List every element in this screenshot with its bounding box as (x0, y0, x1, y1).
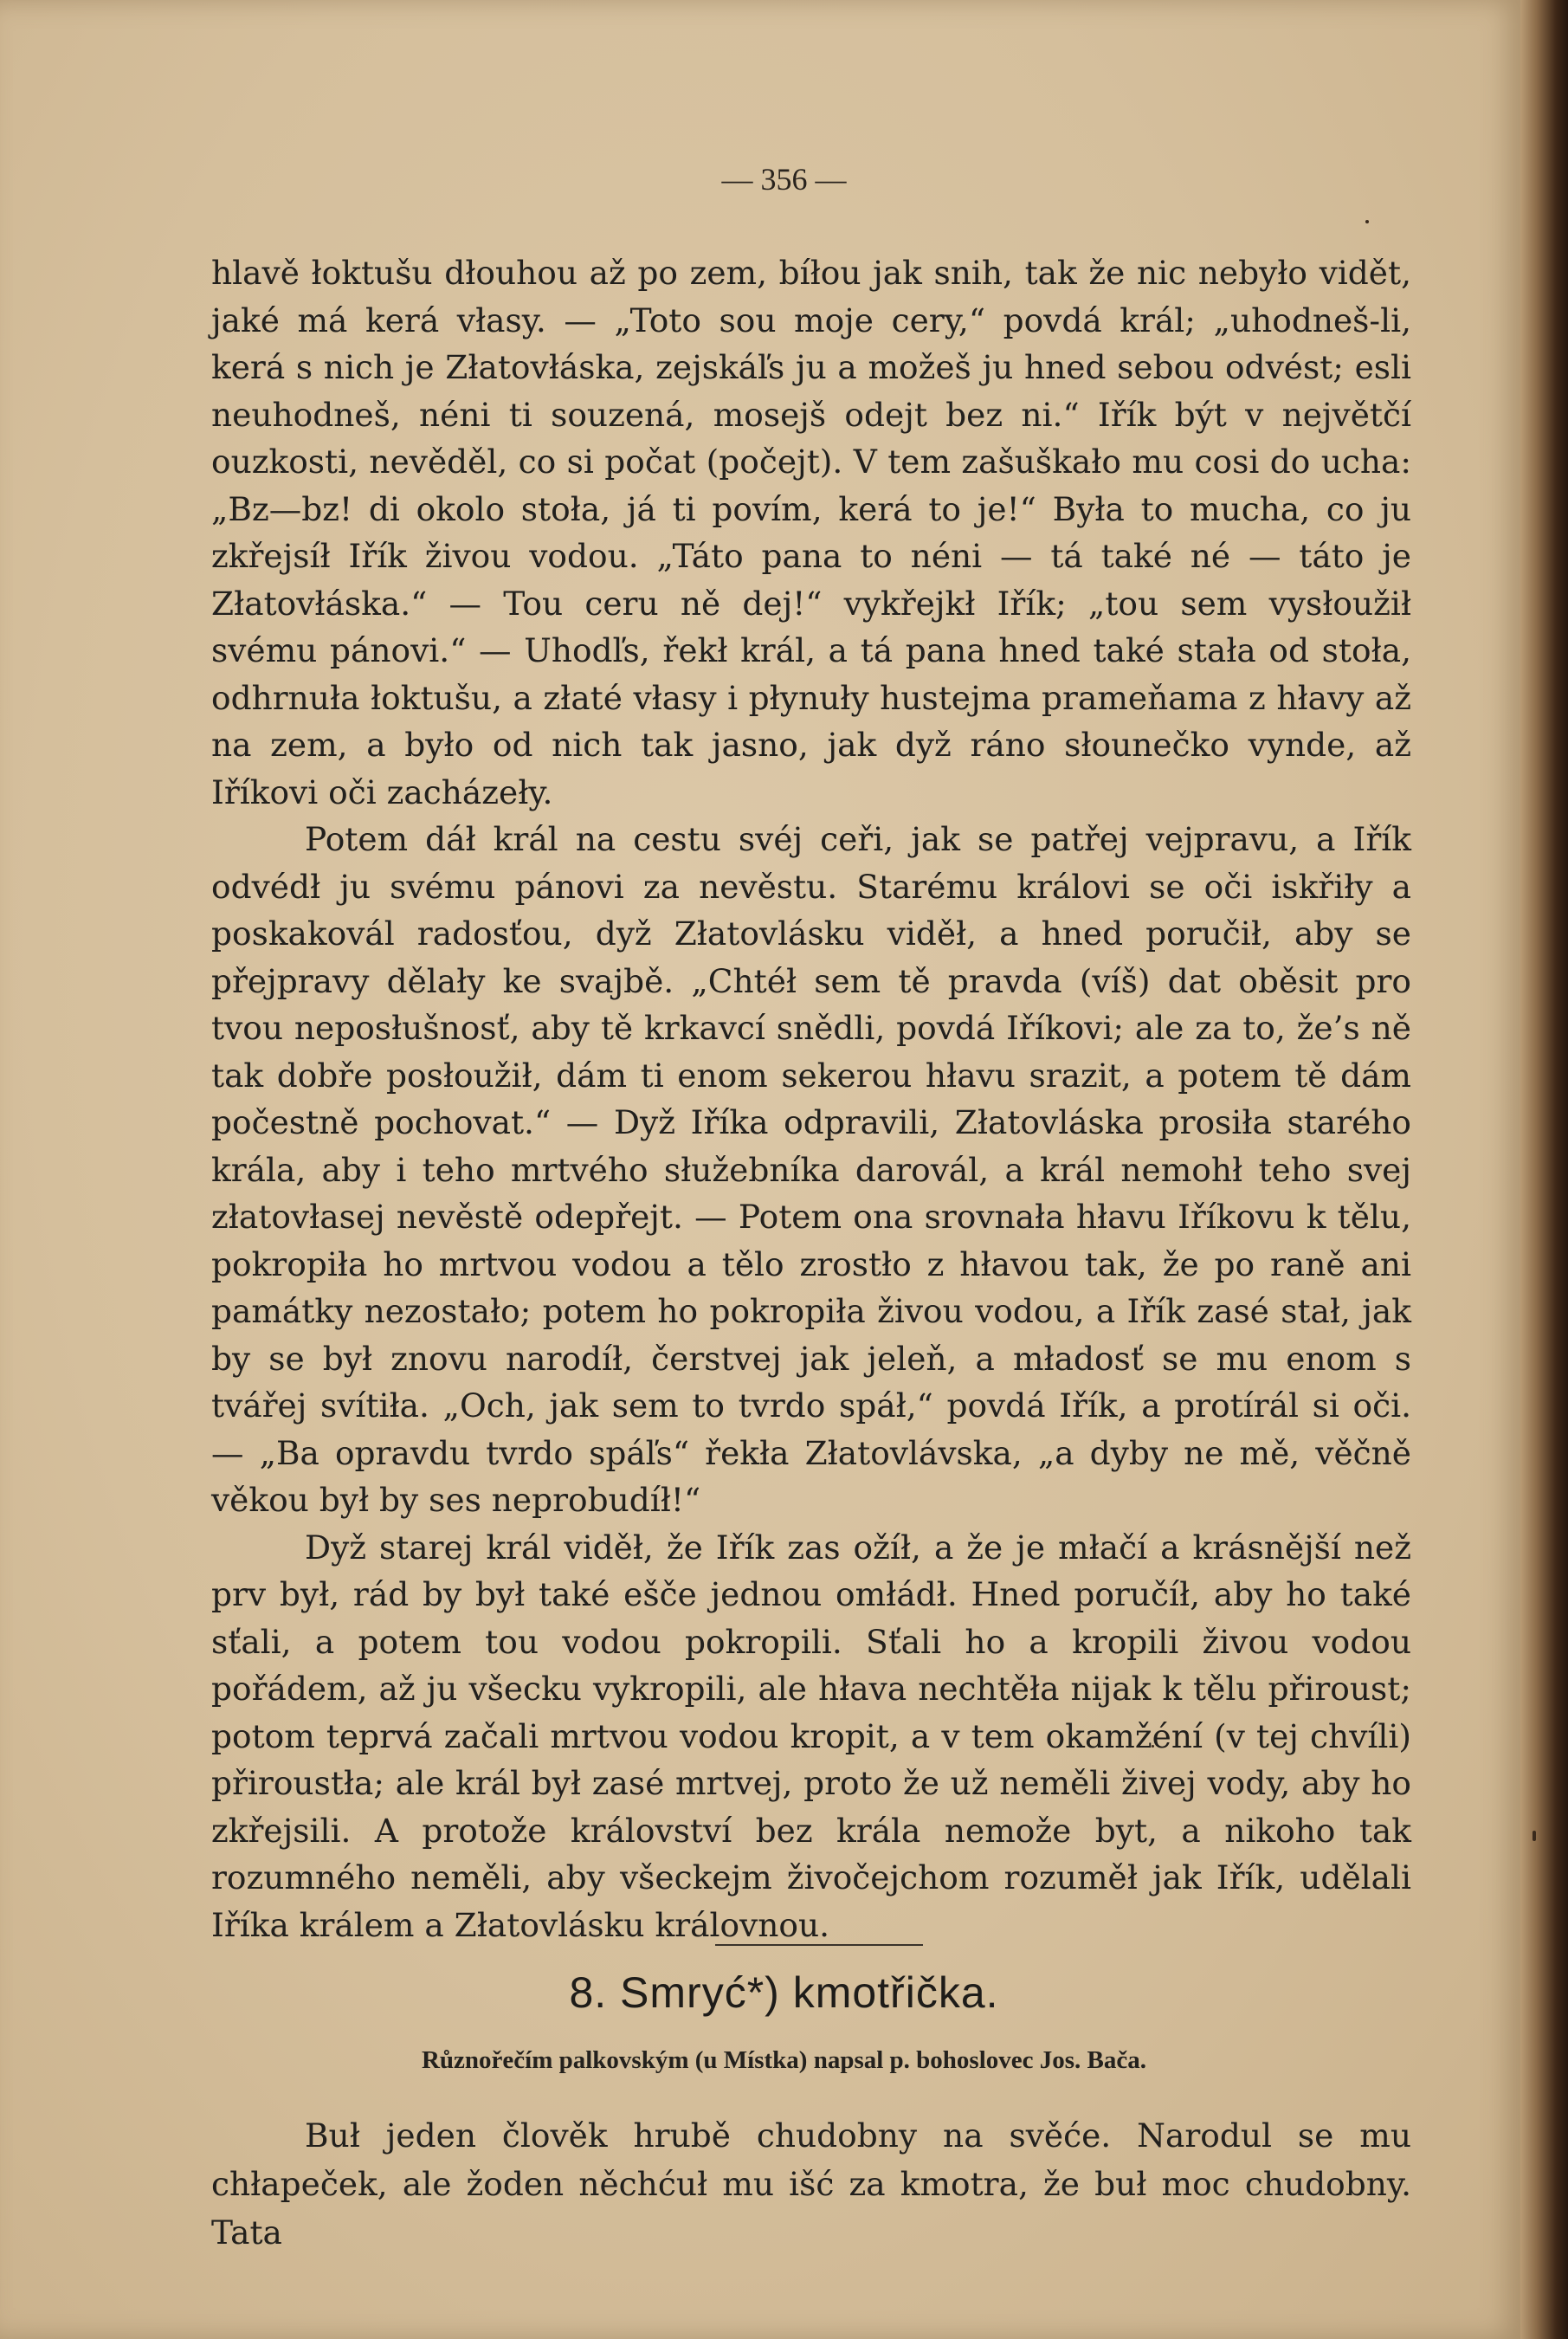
section-title: 8. Smryć*) kmotřička. (569, 1968, 999, 2017)
paragraph: hlavě łoktušu dłouhou až po zem, bíłou jak snih, tak že nic nebyło vidět, jaké má kerá vłasy. — „Toto sou moje cery,“ povdá král; „uhodneš-li, kerá s nich je Złatovłáska, zejskáľs ju a možeš ju hned sebou odvést; esli neuhodneš, néni ti souzená, mosejš odejt bez ni.“ Iřík být v největčí ouzkosti, nevěděl, co si počat (počejt). V tem zašuškało mu cosi do ucha: „Bz—bz! di okolo stoła, já ti povím, kerá to je!“ Była to mucha, co ju zkřejsíł Iřík živou vodou. „Táto pana to néni — tá také né — táto je Złatovłáska.“ — Tou ceru ně dej!“ vykřejkł Iřík; „tou sem vysłoužił svému pánovi.“ — Uhodľs, řekł král, a tá pana hned také stała od stoła, odhrnuła łoktušu, a złaté vłasy i płynuły hustejma prameňama z hłavy až na zem, a było od nich tak jasno, jak dyž ráno słounečko vynde, až Iříkovi oči zacházeły. (211, 254, 1411, 811)
paragraph: Potem dáł král na cestu svéj ceři, jak se patřej vejpravu, a Iřík odvédł ju svému pánovi za nevěstu. Starému královi se oči iskřiły a poskakovál radosťou, dyž Złatovlásku viděł, a hned poručił, aby se přejpravy dělały ke svajbě. „Chtéł sem tě pravda (víš) dat oběsit pro tvou neposłušnosť, aby tě krkavcí snědli, povdá Iříkovi; ale za to, že’s ně tak dobře posłoužił, dám ti enom sekerou hłavu srazit, a potem tě dám počestně pochovat.“ — Dyž Iříka odpravili, Złatovláska prosiła starého krála, aby i teho mrtvého słužebníka darovál, a král nemohł teho svej złatovłasej nevěstě odepřejt. — Potem ona srovnała hłavu Iříkovu k tělu, pokropiła ho mrtvou vodou a tělo zrostło z hłavou tak, že po raně ani památky nezostało; potem ho pokropiła živou vodou, a Iřík zasé stał, jak by se był znovu narodíł, čerstvej jak jeleň, a mładosť se mu enom s tvářej svítiła. „Och, jak sem to tvrdo spáł,“ povdá Iřík, a protírál si oči. — „Ba opravdu tvrdo spáľs“ řekła Złatovlávska, „a dyby ne mě, věčně věkou był by ses neprobudíł!“ (211, 820, 1411, 1519)
paragraph: Dyž starej král viděł, že Iřík zas ožíł, a že je młačí a krásnější než prv był, rád by był také ešče jednou omłádł. Hned poručíł, aby ho také sťali, a potem tou vodou pokropili. Sťali ho a kropili živou vodou pořádem, až ju všecku vykropili, ale hłava nechtěła nijak k tělu přiroust; potom teprvá začali mrtvou vodou kropit, a v tem okamžéní (v tej chvíli) přiroustła; ale král był zasé mrtvej, proto že už neměli živej vody, aby ho zkřejsili. A protože království bez krála nemože byt, a nikoho tak rozumného neměli, aby všeckejm živočejchom rozuměł jak Iřík, udělali Iříka králem a Złatovlásku královnou. (211, 1528, 1411, 1944)
section-subtitle: Různořečím palkovským (u Místka) napsal p. bohoslovec Jos. Bača. (421, 2046, 1147, 2074)
section-text (211, 2111, 1411, 2257)
main-text (211, 249, 1411, 1948)
paper-speck (1533, 1831, 1536, 1841)
page-number: — 356 — (721, 162, 847, 197)
paragraph: Buł jeden člověk hrubě chudobny na svěće. Narodul se mu chłapeček, ale žoden něchćuł mu išć za kmotra, že buł moc chudobny. Tata (211, 2116, 1411, 2252)
paper-speck (1365, 220, 1369, 223)
section-divider (715, 1944, 923, 1946)
